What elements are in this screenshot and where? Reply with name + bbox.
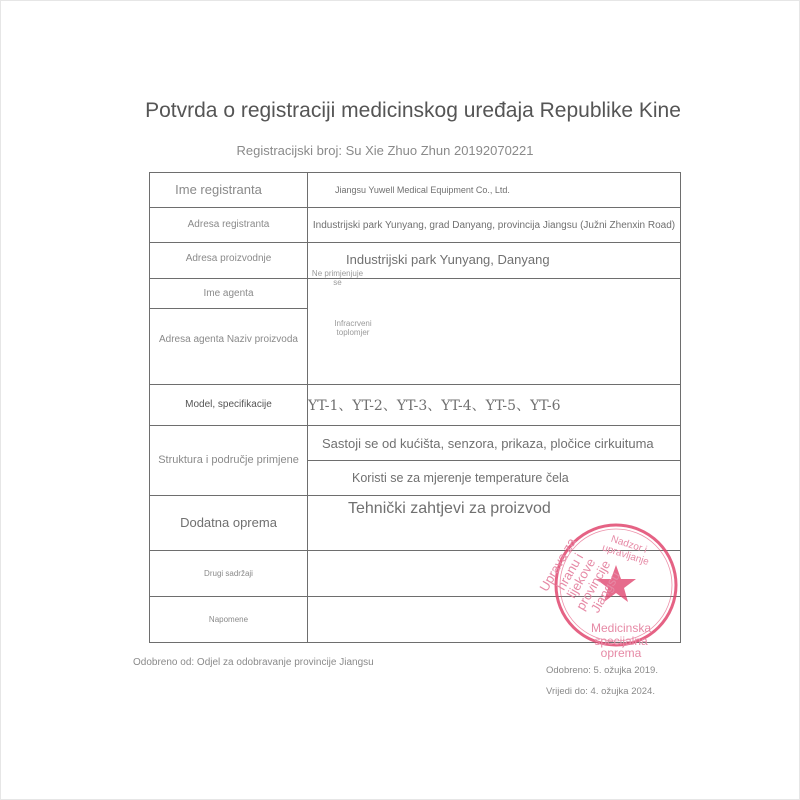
- seal-inner-text: Nadzor i upravljanje: [600, 533, 651, 568]
- registrant-address-value: Industrijski park Yunyang, grad Danyang, provincija Jiangsu (Južni Zhenxin Road): [308, 208, 681, 243]
- document-title: Potvrda o registraciji medicinskog uređaja Republike Kine: [145, 99, 681, 122]
- registrant-name-value: Jiangsu Yuwell Medical Equipment Co., Ltd.: [308, 173, 681, 208]
- accessories-label: Dodatna oprema: [150, 496, 308, 551]
- product-name-value: Infracrveni toplomjer: [334, 319, 372, 337]
- agent-address-product-label: Adresa agenta Naziv proizvoda: [150, 309, 308, 385]
- approval-date: Odobreno: 5. ožujka 2019.: [546, 665, 658, 676]
- table-row: [150, 173, 681, 208]
- table-row: [150, 385, 681, 426]
- registrant-address-label: Adresa registranta: [150, 208, 308, 243]
- approved-by: Odobreno od: Odjel za odobravanje provincije Jiangsu: [133, 657, 374, 668]
- structure-label: Struktura i područje primjene: [150, 426, 308, 496]
- other-label: Drugi sadržaji: [150, 551, 308, 597]
- agent-name-label: Ime agenta: [150, 279, 308, 309]
- table-row: [150, 279, 681, 309]
- structure-value: Sastoji se od kućišta, senzora, prikaza, pločice cirkuituma: [308, 426, 681, 461]
- table-row: [150, 426, 681, 461]
- production-address-value: Industrijski park Yunyang, Danyang: [308, 243, 681, 279]
- table-row: [150, 208, 681, 243]
- seal-bottom-text: Medicinska specijalna oprema: [590, 621, 652, 661]
- agent-name-value: Ne primjenjuje se: [311, 269, 364, 287]
- accessories-value: Tehnički zahtjevi za proizvod: [308, 496, 681, 551]
- valid-until: Vrijedi do: 4. ožujka 2024.: [546, 686, 655, 697]
- notes-label: Napomene: [150, 597, 308, 643]
- seal-arc-text: Uprava za hranu i lijekove provincije Jiangsu: [536, 535, 623, 616]
- model-label: Model, specifikacije: [150, 385, 308, 426]
- registration-number: Registracijski broj: Su Xie Zhuo Zhun 20192070221: [236, 143, 534, 158]
- agent-merged-cell: [308, 269, 681, 385]
- model-value: YT-1、YT-2、YT-3、YT-4、YT-5、YT-6: [308, 385, 681, 426]
- production-address-label: Adresa proizvodnje: [150, 243, 308, 279]
- application-value: Koristi se za mjerenje temperature čela: [308, 461, 681, 496]
- table-row: [150, 243, 681, 279]
- registrant-name-label: Ime registranta: [150, 173, 308, 208]
